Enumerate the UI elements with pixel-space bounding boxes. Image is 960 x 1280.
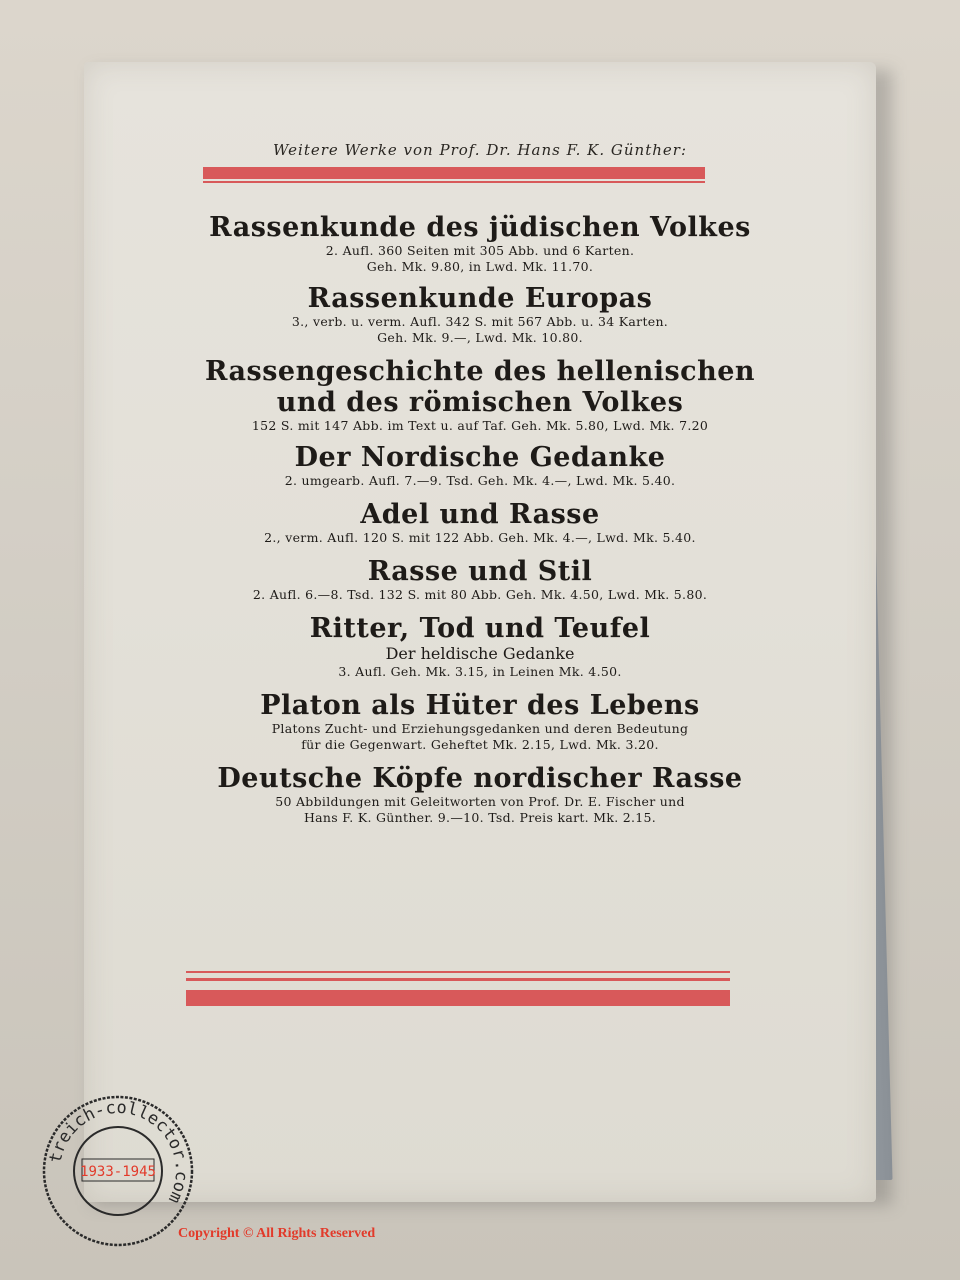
work-detail: für die Gegenwart. Geheftet Mk. 2.15, Lwd. Mk. 3.20. (301, 737, 659, 752)
watermark-stamp (40, 1093, 196, 1249)
red-line-top (203, 181, 705, 183)
work-title: und des römischen Volkes (276, 387, 684, 418)
work-entry (0, 690, 960, 753)
work-title: Rassenkunde des jüdischen Volkes (209, 212, 751, 243)
work-entry (0, 212, 960, 275)
work-entry (0, 613, 960, 680)
red-line-bottom-2 (186, 978, 730, 981)
work-detail: 2. Aufl. 6.—8. Tsd. 132 S. mit 80 Abb. Geh. Mk. 4.50, Lwd. Mk. 5.80. (252, 587, 708, 602)
work-detail: Platons Zucht- und Erziehungsgedanken und deren Bedeutung (271, 721, 689, 736)
work-detail: 2. Aufl. 360 Seiten mit 305 Abb. und 6 Karten. (325, 243, 635, 258)
work-detail: 2., verm. Aufl. 120 S. mit 122 Abb. Geh. Mk. 4.—, Lwd. Mk. 5.40. (264, 530, 696, 545)
work-detail: 2. umgearb. Aufl. 7.—9. Tsd. Geh. Mk. 4.—, Lwd. Mk. 5.40. (284, 473, 676, 488)
work-title: Adel und Rasse (360, 499, 600, 530)
stamp-ring-text: treich-collector.com (45, 1097, 192, 1207)
work-title: Ritter, Tod und Teufel (309, 613, 651, 644)
red-band-bottom (186, 990, 730, 1006)
work-entry (0, 283, 960, 346)
work-entry (0, 763, 960, 826)
work-detail: 50 Abbildungen mit Geleitworten von Prof. Dr. E. Fischer und (275, 794, 685, 809)
copyright-notice: Copyright © All Rights Reserved (178, 1226, 376, 1241)
work-detail: Geh. Mk. 9.80, in Lwd. Mk. 11.70. (366, 259, 594, 274)
work-title: Deutsche Köpfe nordischer Rasse (217, 763, 743, 794)
work-title: Rasse und Stil (367, 556, 593, 587)
work-detail: Hans F. K. Günther. 9.—10. Tsd. Preis kart. Mk. 2.15. (303, 810, 657, 825)
work-title: Rassengeschichte des hellenischen (204, 356, 756, 387)
work-entry (0, 556, 960, 603)
work-entry (0, 499, 960, 546)
work-detail: 3. Aufl. Geh. Mk. 3.15, in Leinen Mk. 4.50. (338, 664, 622, 679)
work-detail: Geh. Mk. 9.—, Lwd. Mk. 10.80. (377, 330, 583, 345)
red-line-bottom-1 (186, 971, 730, 973)
work-title: Der Nordische Gedanke (294, 442, 666, 473)
work-subtitle: Der heldische Gedanke (385, 644, 575, 663)
jacket-header: Weitere Werke von Prof. Dr. Hans F. K. Günther: (272, 141, 688, 159)
work-detail: 3., verb. u. verm. Aufl. 342 S. mit 567 Abb. u. 34 Karten. (291, 314, 669, 329)
work-entry (0, 356, 960, 434)
work-title: Rassenkunde Europas (307, 283, 653, 314)
work-title: Platon als Hüter des Lebens (260, 690, 700, 721)
red-band-top (203, 167, 705, 179)
works-list (0, 212, 960, 826)
work-detail: 152 S. mit 147 Abb. im Text u. auf Taf. Geh. Mk. 5.80, Lwd. Mk. 7.20 (251, 418, 709, 433)
work-entry (0, 442, 960, 489)
stamp-years: 1933-1945 (80, 1164, 156, 1180)
